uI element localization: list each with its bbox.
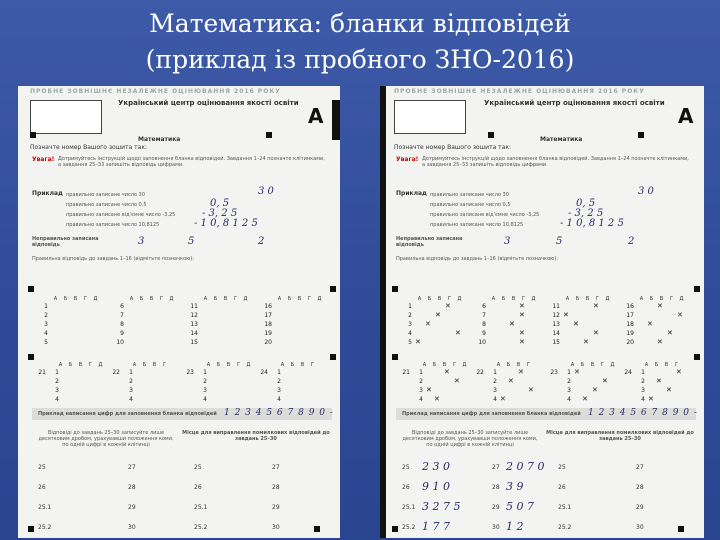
- open-task-num: 27: [492, 464, 500, 471]
- sheet-header: ПРОБНЕ ЗОВНІШНЄ НЕЗАЛЕЖНЕ ОЦІНЮВАННЯ 2016 РОКУ: [30, 88, 281, 95]
- open-answer-value: 3 2 7 5: [422, 500, 461, 513]
- open-task-num: 25.1: [558, 504, 572, 511]
- wrong-value: 5: [556, 236, 563, 247]
- open-task-num: 25.2: [194, 524, 208, 531]
- open-task-num: 27: [128, 464, 136, 471]
- marker-square: [28, 526, 34, 532]
- attention-label: Увага!: [396, 156, 419, 163]
- answer-sheet-left: [18, 86, 340, 538]
- marker-square: [392, 526, 398, 532]
- wrong-value: 5: [188, 236, 195, 247]
- variant-letter: A: [308, 104, 324, 128]
- digits-sample: 1 2 3 4 5 6 7 8 9 0 -: [588, 408, 698, 418]
- open-task-num: 28: [272, 484, 280, 491]
- example-value: - 3, 2 5: [202, 208, 238, 219]
- open-task-num: 26: [38, 484, 46, 491]
- task-column: А Б В Г Д 11 12 13 14 15: [190, 296, 248, 346]
- match-block: А Б В Г Д 23 1 2 3 4: [186, 362, 251, 403]
- match-block: А Б В Г Д 21 1 2 3 4: [38, 362, 103, 403]
- open-task-num: 28: [636, 484, 644, 491]
- open-task-num: 25.2: [402, 524, 416, 531]
- open-answer-value: 9 1 0: [422, 480, 450, 493]
- marker-square: [28, 286, 34, 292]
- open-task-num: 30: [636, 524, 644, 531]
- sheet-header: ПРОБНЕ ЗОВНІШНЄ НЕЗАЛЕЖНЕ ОЦІНЮВАННЯ 2016 РОКУ: [394, 88, 645, 95]
- open-task-num: 26: [558, 484, 566, 491]
- open-task-num: 29: [636, 504, 644, 511]
- example-value: 3 0: [258, 186, 274, 197]
- open-task-num: 25: [558, 464, 566, 471]
- wrong-value: 2: [258, 236, 265, 247]
- open-task-num: 25: [194, 464, 202, 471]
- task-number-label: Позначте номер Вашого зошита так:: [30, 144, 147, 151]
- open-answers-label: Відповіді до завдань 25–30 записуйте лише десятковим дробом, урахувавши положення коми, по одній цифрі в кожній клітинці: [38, 430, 174, 448]
- open-task-num: 30: [128, 524, 136, 531]
- open-task-num: 25.1: [194, 504, 208, 511]
- example-row: правильно записане число 0,5: [66, 202, 147, 208]
- open-task-num: 27: [272, 464, 280, 471]
- center-name: Український центр оцінювання якості освіти: [484, 99, 665, 107]
- marker-square: [330, 286, 336, 292]
- answer-sheet-right: [380, 86, 704, 538]
- match-block: А Б В Г Д 21 1 ✕ 2 ✕ 3 ✕ 4 ✕: [402, 362, 467, 403]
- open-task-num: 30: [272, 524, 280, 531]
- open-task-num: 25.2: [38, 524, 52, 531]
- open-task-num: 29: [128, 504, 136, 511]
- task-column: А Б В Г Д 1 2 3 4 5: [44, 296, 98, 346]
- example-label: Приклад: [32, 190, 63, 197]
- title-line-1: Математика: бланки відповідей: [149, 9, 571, 38]
- tasks-note: Правильна відповідь до завдань 1–16 (відмітьте позначкою):: [396, 256, 558, 262]
- sheet-edge-bar: [380, 86, 386, 538]
- example-value: 3 0: [638, 186, 654, 197]
- slide-title: [0, 6, 720, 78]
- wrong-label: Неправильно записана відповідь: [32, 236, 99, 248]
- task-column: А Б В Г Д 11 ✕ 12 ✕ 13 ✕ 14 ✕ 15 ✕: [552, 296, 610, 346]
- wrong-value: 3: [504, 236, 511, 247]
- instruction-text: Дотримуйтесь інструкцій щодо заповнення бланка відповідей. Завдання 1–24 позначте клітинками, а завдання 25–33 запишіть відповідь цифрами.: [58, 156, 325, 168]
- marker-square: [314, 526, 320, 532]
- subject-label: Математика: [540, 136, 583, 143]
- open-task-num: 26: [194, 484, 202, 491]
- example-value: - 3, 2 5: [568, 208, 604, 219]
- example-row: правильно записане число 30: [66, 192, 145, 198]
- open-answer-value: 2 3 0: [422, 460, 450, 473]
- task-column: А Б В Г Д 6 7 8 9 10: [116, 296, 174, 346]
- open-task-num: 29: [492, 504, 500, 511]
- open-answer-value: 5 0 7: [506, 500, 534, 513]
- open-task-num: 25: [38, 464, 46, 471]
- match-block: А Б В Г Д 23 1 ✕ 2 ✕ 3 ✕ 4 ✕: [550, 362, 615, 403]
- match-block: А Б В Г 22 1 2 3 4: [112, 362, 167, 403]
- variant-letter: A: [678, 104, 694, 128]
- example-row: правильно записане число 10,8125: [66, 222, 160, 228]
- example-label: Приклад: [396, 190, 427, 197]
- digits-label: Приклад написання цифр для заповнення бланка відповідей: [402, 411, 581, 417]
- stamp-box: [30, 100, 102, 134]
- example-row: правильно записане число 10,8125: [430, 222, 524, 228]
- marker-square: [488, 132, 494, 138]
- task-column: А Б В Г Д 6 ✕ 7 ✕ 8 ✕ 9 ✕ 10 ✕: [478, 296, 536, 346]
- task-column: А Б В Г Д 16 ✕ 17 ✕ 18 ✕ 19 ✕ 20 ✕: [626, 296, 684, 346]
- sheet-edge-bar: [332, 100, 340, 140]
- open-task-num: 25: [402, 464, 410, 471]
- center-name: Український центр оцінювання якості освіти: [118, 99, 299, 107]
- open-task-num: 29: [272, 504, 280, 511]
- marker-square: [392, 286, 398, 292]
- open-task-num: 30: [492, 524, 500, 531]
- instruction-text: Дотримуйтесь інструкцій щодо заповнення бланка відповідей. Завдання 1–24 позначте клітинками, а завдання 25–33 запишіть відповідь цифрами.: [422, 156, 689, 168]
- open-task-num: 27: [636, 464, 644, 471]
- example-value: 0, 5: [210, 198, 230, 209]
- open-task-num: 28: [128, 484, 136, 491]
- correction-label: Місце для виправлення помилкових відповідей до завдань 25–30: [546, 430, 694, 442]
- marker-square: [694, 286, 700, 292]
- subject-label: Математика: [138, 136, 181, 143]
- example-row: правильно записане від’ємне число -3,25: [66, 212, 176, 218]
- example-row: правильно записане число 30: [430, 192, 509, 198]
- open-task-num: 25.1: [402, 504, 416, 511]
- wrong-value: 2: [628, 236, 635, 247]
- task-number-label: Позначте номер Вашого зошита так:: [394, 144, 511, 151]
- tasks-note: Правильна відповідь до завдань 1–16 (відмітьте позначкою):: [32, 256, 194, 262]
- marker-square: [392, 354, 398, 360]
- wrong-label: Неправильно записана відповідь: [396, 236, 463, 248]
- open-answer-value: 1 2: [506, 520, 524, 533]
- stamp-box: [394, 100, 466, 134]
- example-value: - 1 0, 8 1 2 5: [194, 218, 258, 229]
- match-block: А Б В Г 22 1 ✕ 2 ✕ 3 ✕ 4 ✕: [476, 362, 534, 403]
- open-task-num: 25.2: [558, 524, 572, 531]
- marker-square: [638, 132, 644, 138]
- example-row: правильно записане від’ємне число -3,25: [430, 212, 540, 218]
- wrong-value: 3: [138, 236, 145, 247]
- marker-square: [30, 132, 36, 138]
- digits-label: Приклад написання цифр для заповнення бланка відповідей: [38, 411, 217, 417]
- example-value: - 1 0, 8 1 2 5: [560, 218, 624, 229]
- open-task-num: 26: [402, 484, 410, 491]
- open-task-num: 25.1: [38, 504, 52, 511]
- match-block: А Б В Г 24 1 ✕ 2 ✕ 3 ✕ 4 ✕: [624, 362, 682, 403]
- marker-square: [330, 354, 336, 360]
- open-answer-value: 2 0 7 0: [506, 460, 545, 473]
- match-block: А Б В Г 24 1 2 3 4: [260, 362, 315, 403]
- marker-square: [266, 132, 272, 138]
- open-answer-value: 3 9: [506, 480, 524, 493]
- digits-sample: 1 2 3 4 5 6 7 8 9 0 -: [224, 408, 334, 418]
- open-answers-label: Відповіді до завдань 25–30 записуйте лише десятковим дробом, урахувавши положення коми, по одній цифрі в кожній клітинці: [402, 430, 538, 448]
- title-line-2: (приклад із пробного ЗНО-2016): [145, 45, 575, 74]
- open-answer-value: 1 7 7: [422, 520, 450, 533]
- example-value: 0, 5: [576, 198, 596, 209]
- example-row: правильно записане число 0,5: [430, 202, 511, 208]
- marker-square: [678, 526, 684, 532]
- marker-square: [28, 354, 34, 360]
- correction-label: Місце для виправлення помилкових відповідей до завдань 25–30: [182, 430, 330, 442]
- task-column: А Б В Г Д 1 ✕ 2 ✕ 3 ✕ 4 ✕ 5 ✕: [408, 296, 462, 346]
- task-column: А Б В Г Д 16 17 18 19 20: [264, 296, 322, 346]
- marker-square: [694, 354, 700, 360]
- attention-label: Увага!: [32, 156, 55, 163]
- open-task-num: 28: [492, 484, 500, 491]
